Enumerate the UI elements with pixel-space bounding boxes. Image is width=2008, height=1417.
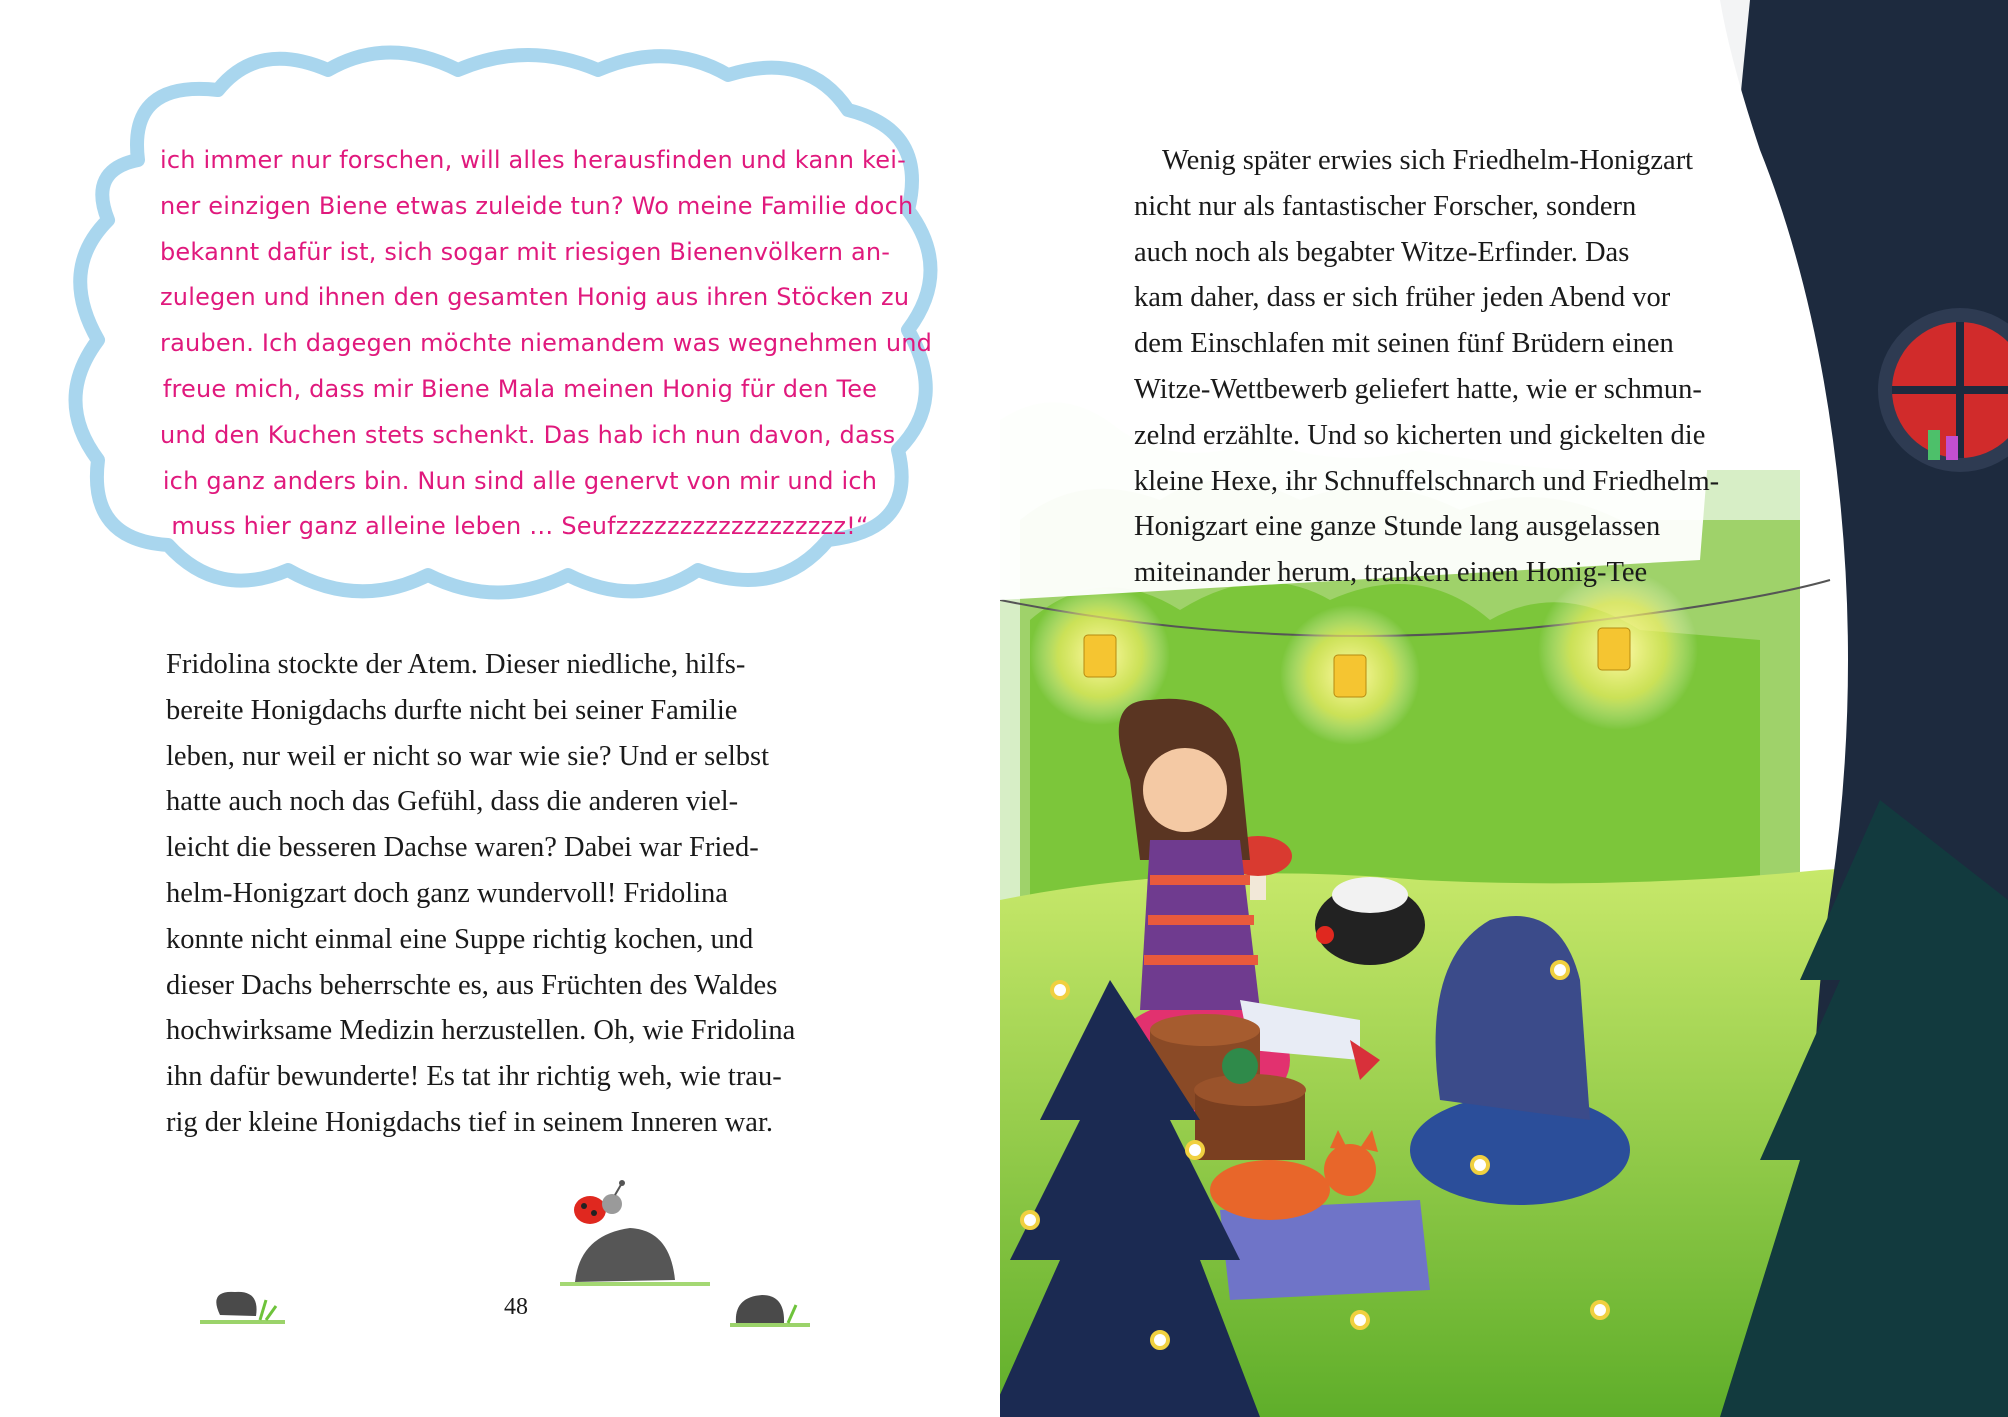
speech-bubble-text [160,138,933,558]
text-line: Honigzart eine ganze Stunde lang ausgelassen [1134,511,1661,543]
bubble-line: zulegen und ihnen den gesamten Honig aus ihren Stöcken zu [160,283,910,312]
text-line: rig der kleine Honigdachs tief in seinem Inneren war. [166,1106,774,1138]
text-line: Fridolina stockte der Atem. Dieser niedliche, hilfs- [166,649,746,680]
text-line: Witze-Wettbewerb geliefert hatte, wie er schmun- [1134,373,1702,405]
lantern-icon [1334,655,1366,697]
text-line: kleine Hexe, ihr Schnuffelschnarch und Friedhelm- [1134,465,1720,497]
text-line: konnte nicht einmal eine Suppe richtig kochen, und [166,923,754,955]
lantern-icon [1084,635,1116,677]
text-line: hochwirksame Medizin herzustellen. Oh, wie Fridolina [166,1015,796,1047]
text-line: nicht nur als fantastischer Forscher, sondern [1134,190,1637,222]
ladybug-icon [574,1180,625,1224]
text-line: kam daher, dass er sich früher jeden Abend vor [1134,282,1671,314]
text-line: zelnd erzählte. Und so kicherten und gickelten die [1134,419,1706,451]
text-line: miteinander herum, tranken einen Honig-Tee [1134,557,1648,589]
text-line: leben, nur weil er nicht so war wie sie? Und er selbst [166,740,770,772]
bubble-line: ich immer nur forschen, will alles herausfinden und kann kei- [160,146,906,174]
text-line: dem Einschlafen mit seinen fünf Brüdern einen [1134,328,1674,360]
stone-icon [730,1285,810,1330]
text-line: leicht die besseren Dachse waren? Dabei war Fried- [166,832,759,864]
stone-icon [190,1280,290,1330]
bubble-line: ner einzigen Biene etwas zuleide tun? Wo meine Familie doch [160,191,914,220]
ladybug-on-stone [560,1180,710,1290]
text-line: dieser Dachs beherrschte es, aus Früchten des Waldes [166,969,778,1001]
text-line: Wenig später erwies sich Friedhelm-Honigzart [1134,145,1694,176]
text-line: ihn dafür bewunderte! Es tat ihr richtig weh, wie trau- [166,1061,782,1093]
text-line: hatte auch noch das Gefühl, dass die anderen viel- [166,786,739,818]
text-line: helm-Honigzart doch ganz wundervoll! Fridolina [166,877,728,909]
bubble-line: ich ganz anders bin. Nun sind alle genervt von mir und ich [162,466,878,495]
bubble-line: rauben. Ich dagegen möchte niemandem was wegnehmen und [160,329,933,358]
left-page [0,0,1000,1417]
bubble-line: und den Kuchen stets schenkt. Das hab ich nun davon, dass [160,420,896,449]
page-number: 48 [504,1294,528,1320]
bubble-line: freue mich, dass mir Biene Mala meinen Honig für den Tee [162,374,878,403]
text-line: bereite Honigdachs durfte nicht bei seiner Familie [166,694,738,726]
lantern-icon [1598,628,1630,670]
bubble-line: muss hier ganz alleine leben … Seufzzzzzzzzzzzzzzzzzz!“ [171,512,869,541]
right-body-text [1134,138,1834,596]
right-page [1000,0,2008,1417]
bubble-line: bekannt dafür ist, sich sogar mit riesigen Bienenvölkern an- [160,237,891,266]
left-body-text [166,642,866,1146]
text-line: auch noch als begabter Witze-Erfinder. Das [1134,236,1630,268]
